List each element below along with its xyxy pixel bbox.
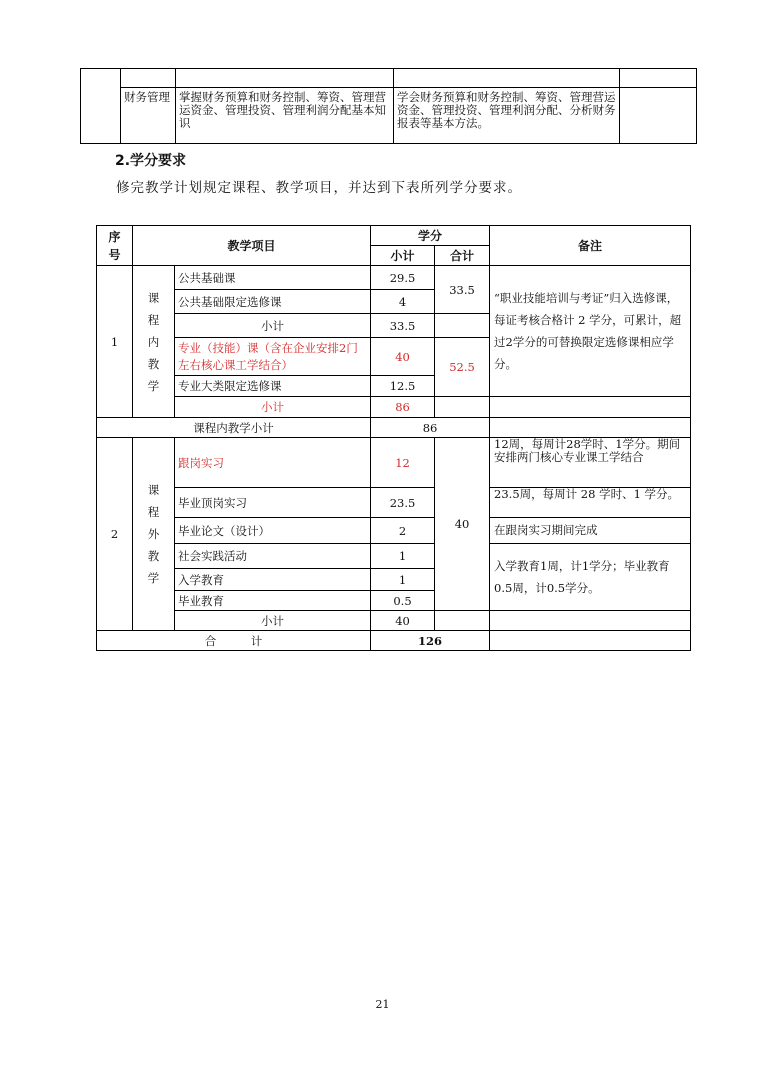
section-heading: 2.学分要求	[115, 153, 187, 169]
item-subtotal: 29.5	[371, 266, 435, 290]
item-subtotal: 4	[371, 290, 435, 314]
item-subtotal: 0.5	[371, 591, 435, 611]
ability-cell: 学会财务预算和财务控制、筹资、管理营运资金、管理投资、管理利润分配、分析财务报表等基本方法。	[394, 88, 620, 144]
group2-remark-4: 入学教育1周，计1学分；毕业教育0.5周，计0.5学分。	[490, 544, 691, 611]
table-row	[97, 397, 691, 418]
group1-summary-label: 课程内教学小计	[97, 418, 371, 438]
item-name: 小计	[175, 397, 371, 418]
table-row	[97, 438, 691, 488]
group2-remark-3: 在跟岗实习期间完成	[490, 518, 691, 544]
section-intro: 修完教学计划规定课程、教学项目，并达到下表所列学分要求。	[116, 180, 522, 196]
item-subtotal: 33.5	[371, 314, 435, 338]
group2-seq: 2	[97, 438, 133, 631]
group1-total-a: 33.5	[435, 266, 490, 314]
grand-total-label: 合 计	[97, 631, 371, 651]
item-name: 公共基础课	[175, 266, 371, 290]
item-name: 跟岗实习	[175, 438, 371, 488]
item-subtotal: 1	[371, 569, 435, 591]
item-subtotal: 12	[371, 438, 435, 488]
group2-remark-2: 23.5周，每周计 28 学时、1 学分。	[490, 488, 691, 518]
competency-table	[80, 68, 697, 144]
item-name: 入学教育	[175, 569, 371, 591]
item-name: 毕业论文（设计）	[175, 518, 371, 544]
header-subtotal: 小计	[371, 246, 435, 266]
item-subtotal: 40	[371, 611, 435, 631]
item-name: 毕业教育	[175, 591, 371, 611]
group2-remark-1: 12周，每周计28学时、1学分。期间安排两门核心专业课工学结合	[490, 438, 691, 488]
item-name: 专业（技能）课（含在企业安排2门左右核心课工学结合）	[175, 338, 371, 376]
item-name: 专业大类限定选修课	[175, 376, 371, 397]
item-subtotal: 1	[371, 544, 435, 569]
item-subtotal: 2	[371, 518, 435, 544]
grand-total-value: 126	[371, 631, 490, 651]
table-row	[97, 631, 691, 651]
header-remarks: 备注	[490, 226, 691, 266]
page-number: 21	[375, 998, 390, 1011]
item-subtotal: 12.5	[371, 376, 435, 397]
row-label-finance: 财务管理	[121, 88, 176, 144]
header-total: 合计	[435, 246, 490, 266]
item-name: 小计	[175, 314, 371, 338]
table-row	[97, 488, 691, 518]
credit-requirements-table	[96, 225, 691, 651]
table-row	[97, 611, 691, 631]
item-subtotal: 86	[371, 397, 435, 418]
group1-seq: 1	[97, 266, 133, 418]
item-name: 公共基础限定选修课	[175, 290, 371, 314]
header-seq: 序号	[97, 226, 133, 266]
item-name: 社会实践活动	[175, 544, 371, 569]
item-name: 毕业顶岗实习	[175, 488, 371, 518]
table-row	[97, 418, 691, 438]
group1-total-b: 52.5	[435, 338, 490, 397]
group1-label: 课程内教学	[133, 266, 175, 418]
header-project: 教学项目	[133, 226, 371, 266]
header-credits: 学分	[371, 226, 490, 246]
knowledge-cell: 掌握财务预算和财务控制、筹资、管理营运资金、管理投资、管理利润分配基本知识	[176, 88, 394, 144]
group1-remark: “职业技能培训与考证”归入选修课，每证考核合格计 2 学分，可累计，超过2学分的可替换限定选修课相应学分。	[490, 266, 691, 397]
group2-label: 课程外教学	[133, 438, 175, 631]
table-row	[97, 266, 691, 290]
table-row	[97, 518, 691, 544]
group1-summary-value: 86	[371, 418, 490, 438]
item-subtotal: 40	[371, 338, 435, 376]
table-row	[97, 544, 691, 569]
group2-total: 40	[435, 438, 490, 611]
item-subtotal: 23.5	[371, 488, 435, 518]
item-name: 小计	[175, 611, 371, 631]
